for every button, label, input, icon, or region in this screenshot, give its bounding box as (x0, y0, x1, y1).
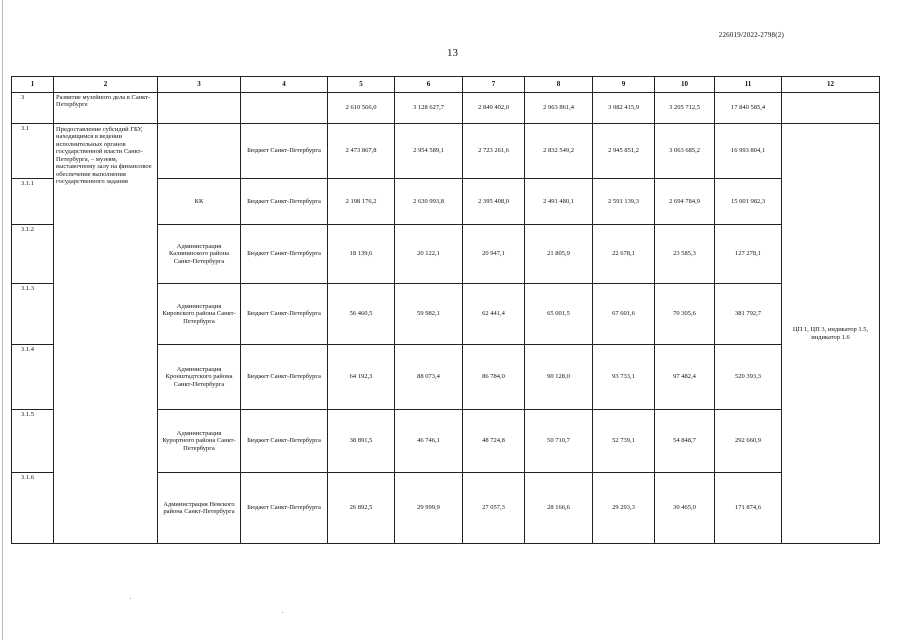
row-id: 3.1.3 (12, 284, 54, 345)
value-cell: 20 947,1 (463, 225, 525, 284)
source-cell (241, 93, 328, 124)
value-cell: 50 710,7 (525, 410, 593, 473)
executor-cell: Администрация Кронштадтского района Санкт-Петербурга (158, 345, 241, 410)
executor-cell: Администрация Калининского района Санкт-Петербурга (158, 225, 241, 284)
indicator-note: ЦП 1, ЦП 3, индикатор 1.5, индикатор 1.6 (782, 124, 880, 544)
value-cell: 3 063 685,2 (655, 124, 715, 179)
value-cell: 2 591 139,3 (593, 179, 655, 225)
total-cell: 171 874,6 (715, 473, 782, 544)
row-description: Развитие музейного дела в Санкт-Петербурге (54, 93, 158, 124)
value-cell: 59 982,1 (395, 284, 463, 345)
value-cell: 67 601,6 (593, 284, 655, 345)
page-number: 13 (447, 47, 458, 59)
column-header: 12 (782, 77, 880, 93)
value-cell: 26 892,5 (328, 473, 395, 544)
value-cell: 90 128,0 (525, 345, 593, 410)
column-header: 3 (158, 77, 241, 93)
value-cell: 2 963 861,4 (525, 93, 593, 124)
executor-cell: Администрация Кировского района Санкт-Петербурга (158, 284, 241, 345)
value-cell: 2 395 408,0 (463, 179, 525, 225)
table-row-section-3 (12, 93, 880, 124)
value-cell: 70 305,6 (655, 284, 715, 345)
executor-cell: Администрация Невского района Санкт-Петербурга (158, 473, 241, 544)
value-cell: 29 293,3 (593, 473, 655, 544)
column-header: 8 (525, 77, 593, 93)
column-header: 7 (463, 77, 525, 93)
value-cell: 23 585,3 (655, 225, 715, 284)
value-cell: 62 441,4 (463, 284, 525, 345)
value-cell: 2 610 566,0 (328, 93, 395, 124)
value-cell: 48 724,8 (463, 410, 525, 473)
value-cell: 3 205 712,5 (655, 93, 715, 124)
value-cell: 28 166,6 (525, 473, 593, 544)
source-cell: Бюджет Санкт-Петербурга (241, 179, 328, 225)
source-cell: Бюджет Санкт-Петербурга (241, 410, 328, 473)
indicator-cell (782, 93, 880, 124)
value-cell: 2 945 851,2 (593, 124, 655, 179)
column-header: 1 (12, 77, 54, 93)
total-cell: 127 278,1 (715, 225, 782, 284)
value-cell: 27 057,3 (463, 473, 525, 544)
executor-cell: КК (158, 179, 241, 225)
budget-table (11, 76, 880, 544)
value-cell: 2 473 867,8 (328, 124, 395, 179)
column-header: 4 (241, 77, 328, 93)
value-cell: 30 465,0 (655, 473, 715, 544)
value-cell: 2 491 480,1 (525, 179, 593, 225)
source-cell: Бюджет Санкт-Петербурга (241, 345, 328, 410)
row-id: 3 (12, 93, 54, 124)
source-cell: Бюджет Санкт-Петербурга (241, 284, 328, 345)
group-description: Предоставление субсидий ГБУ, находящимся в ведении исполнительных органов государственной власти Санкт-Петербурга, – музеям, выставочному залу на финансовое обеспечение выполнения государственного задания (54, 124, 158, 544)
column-header: 5 (328, 77, 395, 93)
column-header: 9 (593, 77, 655, 93)
value-cell: 2 832 549,2 (525, 124, 593, 179)
total-cell: 381 792,7 (715, 284, 782, 345)
value-cell: 2 723 261,6 (463, 124, 525, 179)
row-id: 3.1.6 (12, 473, 54, 544)
total-cell: 16 993 804,1 (715, 124, 782, 179)
value-cell: 2 694 784,9 (655, 179, 715, 225)
value-cell: 93 733,1 (593, 345, 655, 410)
column-header: 10 (655, 77, 715, 93)
header-row (12, 77, 880, 93)
row-id: 3.1.4 (12, 345, 54, 410)
scan-edge (2, 0, 3, 640)
value-cell: 65 001,5 (525, 284, 593, 345)
source-cell: Бюджет Санкт-Петербурга (241, 473, 328, 544)
value-cell: 86 784,0 (463, 345, 525, 410)
value-cell: 2 198 176,2 (328, 179, 395, 225)
value-cell: 64 192,3 (328, 345, 395, 410)
document-number: 226019/2022-2798(2) (718, 31, 784, 39)
value-cell: 2 630 993,8 (395, 179, 463, 225)
total-cell: 292 660,9 (715, 410, 782, 473)
row-id: 3.1.2 (12, 225, 54, 284)
total-cell: 15 001 982,3 (715, 179, 782, 225)
source-cell: Бюджет Санкт-Петербурга (241, 124, 328, 179)
value-cell: 56 460,5 (328, 284, 395, 345)
value-cell: 18 139,6 (328, 225, 395, 284)
executor-cell (158, 124, 241, 179)
value-cell: 2 954 589,1 (395, 124, 463, 179)
row-id: 3.1 (12, 124, 54, 179)
value-cell: 52 739,1 (593, 410, 655, 473)
column-header: 11 (715, 77, 782, 93)
column-header: 2 (54, 77, 158, 93)
value-cell: 22 678,1 (593, 225, 655, 284)
table-row (12, 124, 880, 179)
total-cell: 17 840 585,4 (715, 93, 782, 124)
value-cell: 3 082 415,9 (593, 93, 655, 124)
value-cell: 46 746,1 (395, 410, 463, 473)
row-id: 3.1.1 (12, 179, 54, 225)
value-cell: 21 805,9 (525, 225, 593, 284)
scan-dot (130, 598, 131, 599)
value-cell: 88 073,4 (395, 345, 463, 410)
value-cell: 97 482,4 (655, 345, 715, 410)
total-cell: 520 393,3 (715, 345, 782, 410)
row-id: 3.1.5 (12, 410, 54, 473)
column-header: 6 (395, 77, 463, 93)
value-cell: 2 849 402,0 (463, 93, 525, 124)
value-cell: 20 122,1 (395, 225, 463, 284)
executor-cell (158, 93, 241, 124)
value-cell: 3 128 627,7 (395, 93, 463, 124)
executor-cell: Администрация Курортного района Санкт-Петербурга (158, 410, 241, 473)
scan-dot (282, 612, 283, 613)
value-cell: 38 891,5 (328, 410, 395, 473)
value-cell: 54 848,7 (655, 410, 715, 473)
source-cell: Бюджет Санкт-Петербурга (241, 225, 328, 284)
value-cell: 29 999,9 (395, 473, 463, 544)
